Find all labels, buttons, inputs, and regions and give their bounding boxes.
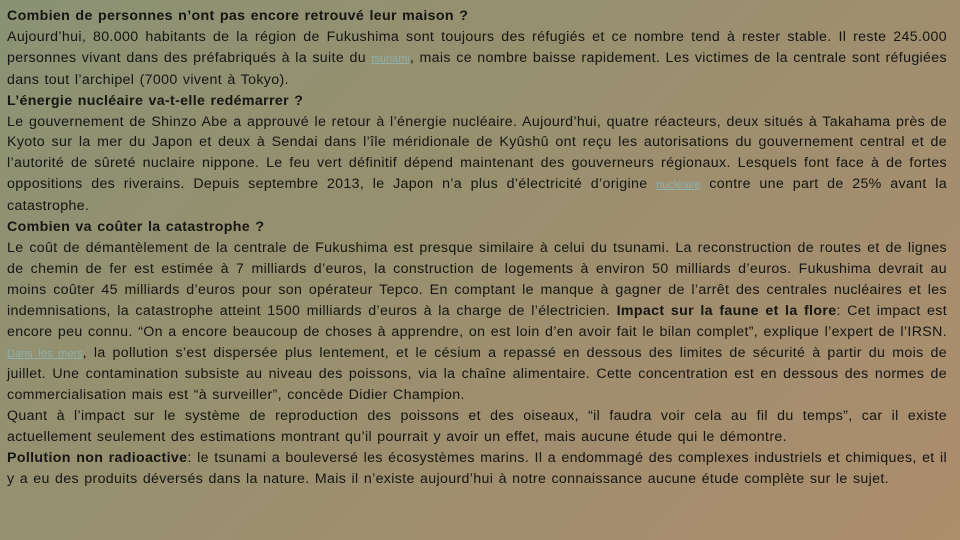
text-segment: Le gouvernement de Shinzo Abe a approuvé le retour à l’énergie nucléaire. Aujourd’hui, quatre réacteurs, deux situés à Takahama près de Kyoto sur la mer du Japon et deux à Sendai dans l’île méridionale de Kyûshû ont reçu les autorisations du gouvernement central et de l’autorité de sûreté nuclaire nippone. Le feu vert définitif dépend maintenant des gouverneurs régionaux. Lesquels font face à de fortes oppositions des riverains. Depuis septembre 2013, le Japon n’a plus d’électricité d’origine bbox=[7, 113, 947, 193]
link-tsunami[interactable]: tsunami bbox=[371, 52, 410, 65]
article-body bbox=[7, 6, 947, 490]
text-segment: Aujourd’hui, 80.000 habitants de la région de Fukushima sont toujours des réfugiés et ce nombre tend à rester stable. Il reste 245.000 personnes vivant dans des préfabriqués à la suite du bbox=[7, 28, 947, 66]
heading-cost: Combien va coûter la catastrophe ? bbox=[7, 219, 265, 236]
heading-nuclear: L’énergie nucléaire va-t-elle redémarrer ? bbox=[7, 92, 304, 109]
link-nucleaire[interactable]: nucléaire bbox=[656, 179, 701, 192]
paragraph-reproduction: Quant à l’impact sur le système de reproduction des poissons et des oiseaux, “il faudra voir cela au fil du temps”, car il existe actuellement seulement des estimations montrant qu’il pourrait y avoir un effet, mais aucune étude qui le démontre. bbox=[7, 408, 947, 446]
text-segment: Le coût de démantèlement de la centrale de Fukushima est presque similaire à celui du tsunami. La reconstruction de routes et de lignes de chemin de fer est estimée à 7 milliards d’euros, la construction de logements à environ 50 milliards d’euros. Fukushima devrait au moins coûter 45 milliards d’euros pour son opérateur Tepco. En comptant le manque à gagner de l’arrêt des centrales nucléaires et les indemnisations, la catastrophe atteint 1500 milliards d’euros à la charge de l’électricien. bbox=[7, 239, 947, 319]
text-segment: , la pollution s’est dispersée plus lentement, et le césium a repassé en dessous des limites de sécurité à partir du mois de juillet. Une contamination subsiste au niveau des poissons, via la chaîne alimentaire. Cette concentration est en dessous des normes de commercialisation mais est “à surveiller”, concède Didier Champion. bbox=[7, 344, 947, 404]
heading-homeless: Combien de personnes n’ont pas encore retrouvé leur maison ? bbox=[7, 8, 469, 24]
paragraph-pollution bbox=[7, 448, 947, 490]
link-dans-les-mers[interactable]: Dans les mers bbox=[7, 347, 83, 360]
text-segment: , mais ce nombre baisse rapidement. Les victimes de la centrale sont réfugiées dans tout l’archipel (7000 vivent à Tokyo). bbox=[7, 49, 947, 88]
inline-heading-pollution: Pollution non radioactive bbox=[7, 450, 188, 467]
text-segment: : le tsunami a bouleversé les écosystèmes marins. Il a endommagé des complexes industriels et chimiques, et il y a eu des produits déversés dans la nature. Mais il n’existe aujourd’hui à notre connaissance aucune étude complète sur le sujet. bbox=[7, 450, 947, 487]
paragraph-nuclear bbox=[7, 112, 947, 218]
text-segment: contre une part de 25% avant la catastrophe. bbox=[7, 176, 947, 215]
text-segment: : Cet impact est encore peu connu. “On a encore beaucoup de choses à apprendre, on est loin d’en avoir fait le bilan complet”, explique l’expert de l’IRSN. bbox=[7, 302, 947, 340]
paragraph-cost bbox=[7, 238, 947, 406]
paragraph-homeless bbox=[7, 27, 947, 91]
inline-heading-fauna: Impact sur la faune et la flore bbox=[616, 302, 837, 319]
